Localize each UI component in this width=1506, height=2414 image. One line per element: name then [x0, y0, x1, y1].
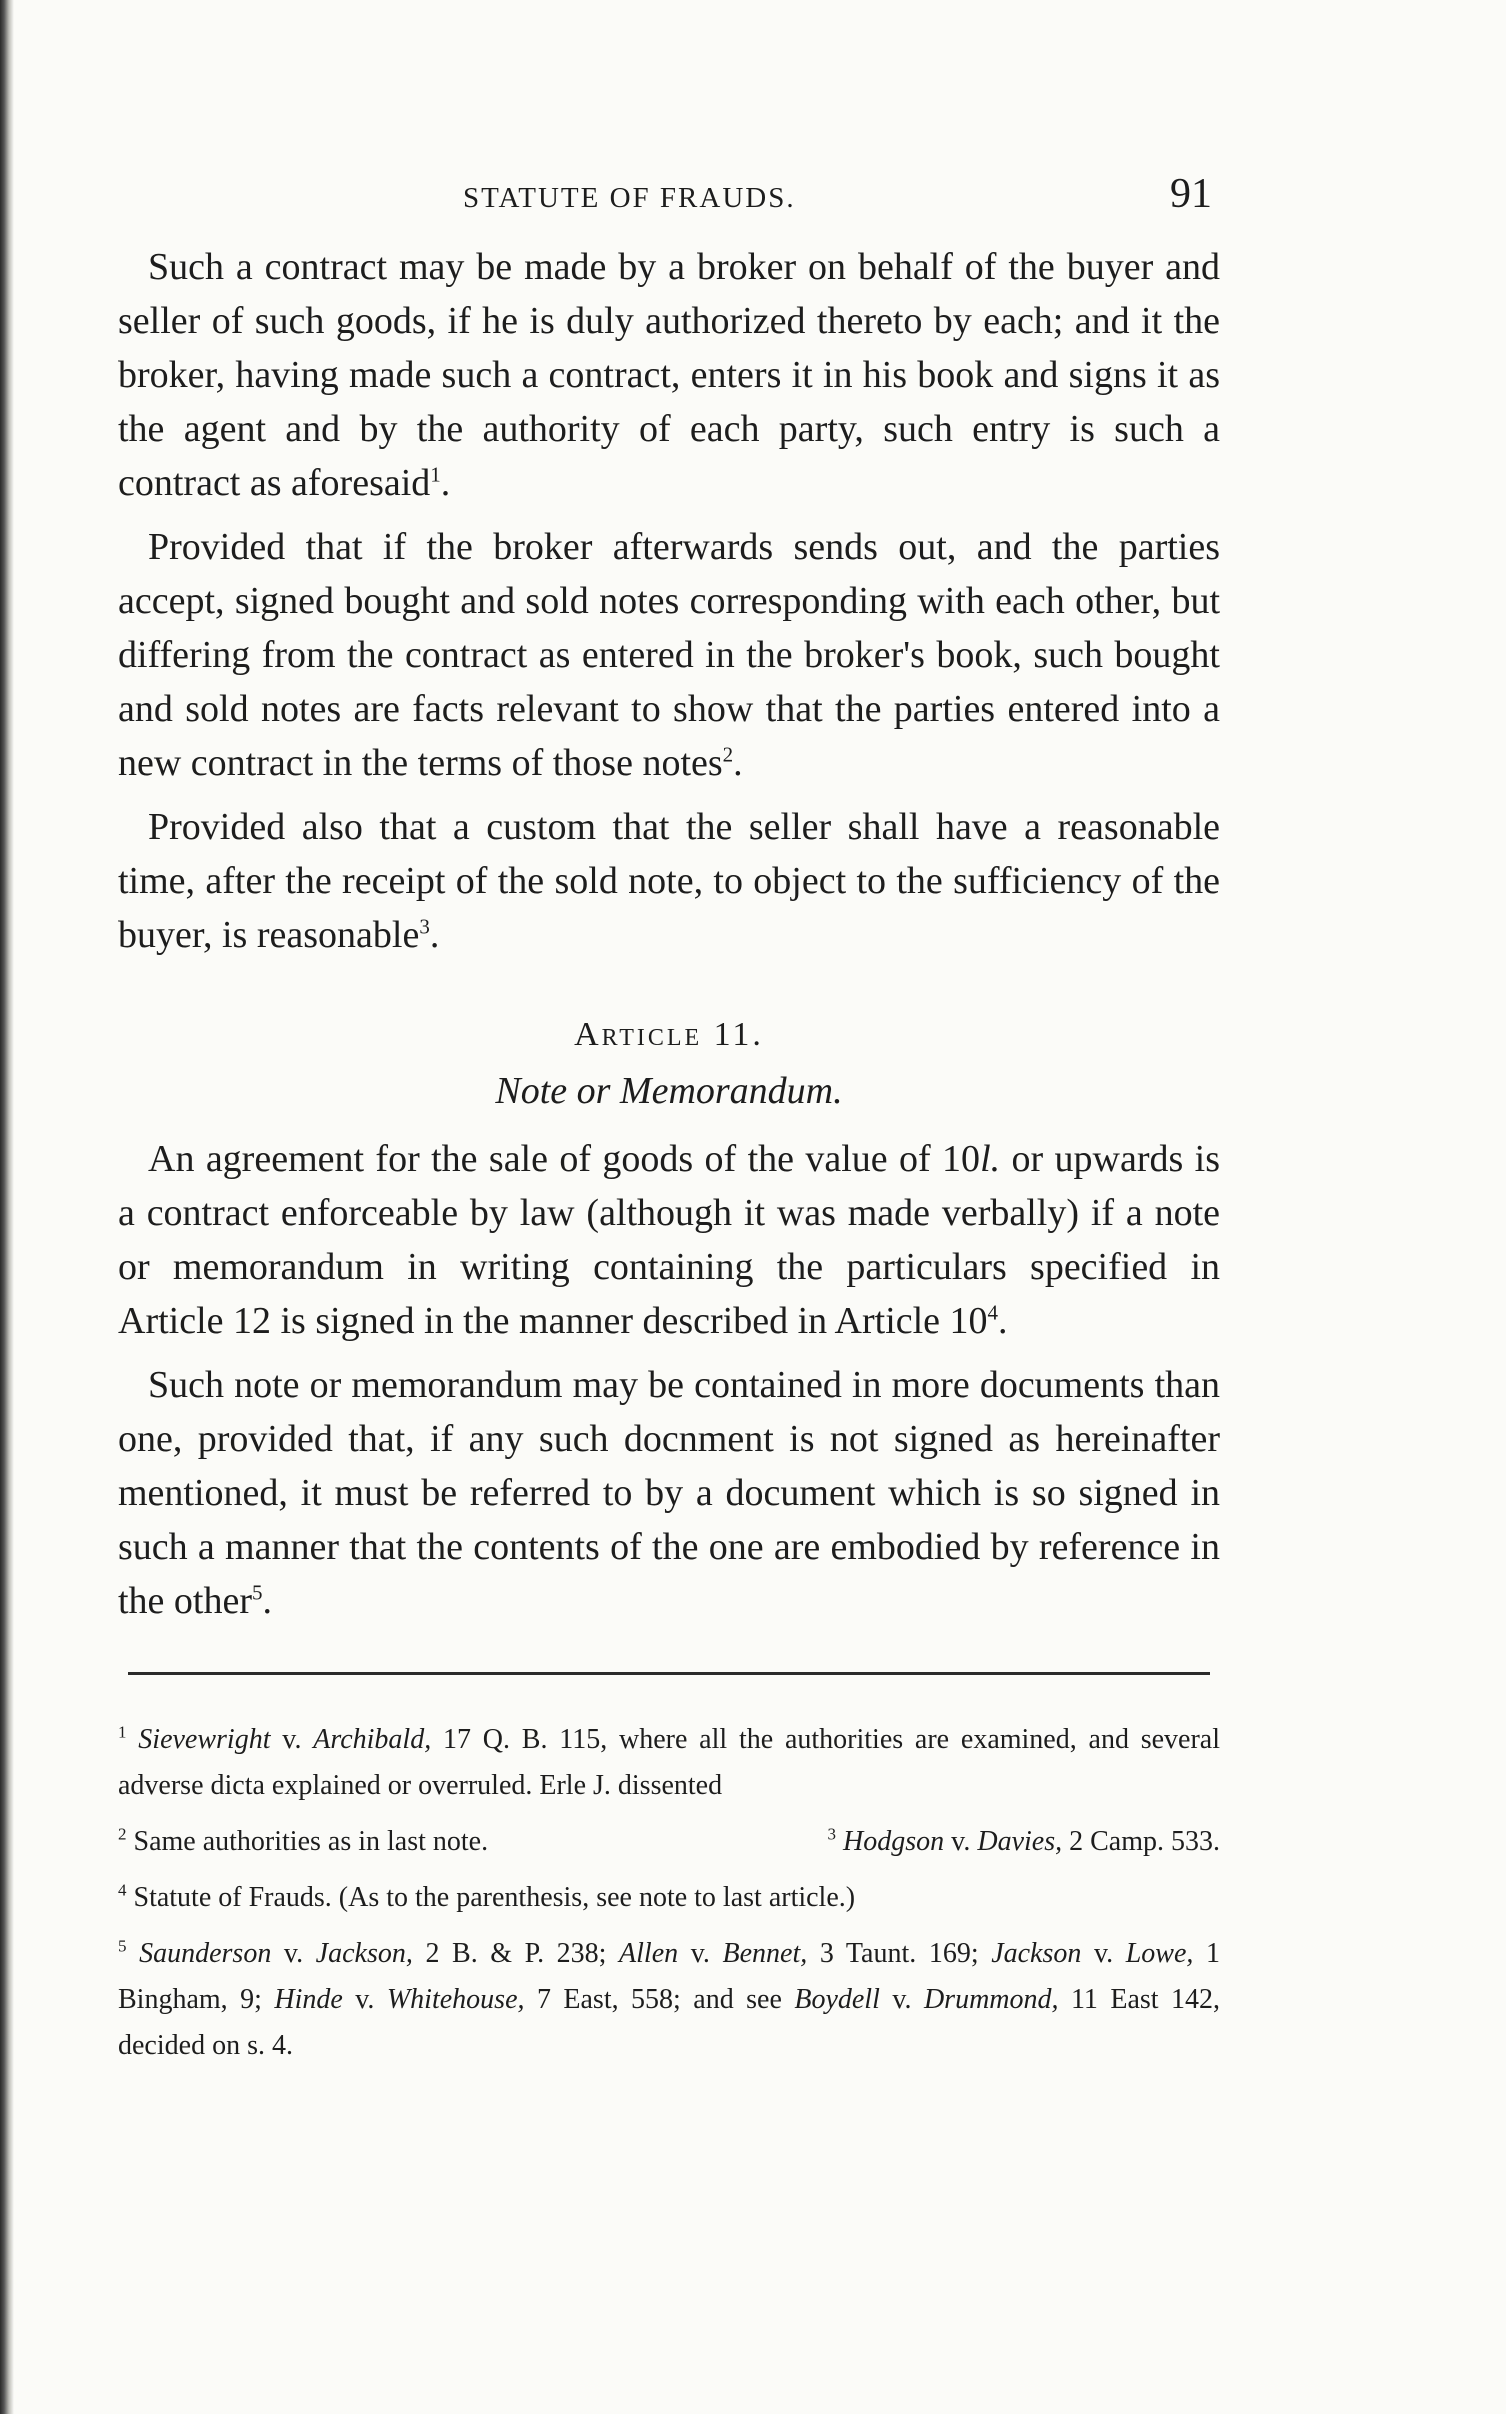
footnote-ref-2[interactable]: 2: [722, 742, 734, 767]
paragraph-proviso-custom: Provided also that a custom that the seller shall have a reasonable time, after the receipt of the sold note, to object to the sufficiency of the buyer, is reasonable$^3$.: [118, 806, 1220, 956]
footnote-ref-3[interactable]: 3: [419, 914, 430, 939]
running-title: STATUTE OF FRAUDS.: [463, 182, 796, 214]
footnote-divider: [128, 1672, 1210, 1675]
article-subheading: Note or Memorandum.: [495, 1070, 843, 1112]
body-text: [118, 240, 1220, 1628]
footnotes: [118, 1717, 1220, 2069]
footnote-5: $^5$ Saunderson v. Jackson, 2 B. & P. 238; Allen v. Bennet, 3 Taunt. 169; Jackson v. Lowe, 1 Bingham, 9; Hinde v. Whitehouse, 7 East, 558; and see Boydell v. Drummond, 11 East 142, decided on s. 4.: [118, 1936, 1221, 2061]
book-page: [118, 160, 1220, 2079]
footnote-ref-1[interactable]: 1: [430, 462, 441, 487]
footnote-4: $^4$ Statute of Frauds. (As to the parenthesis, see note to last article.): [118, 1880, 856, 1913]
article-heading: Article 11.: [574, 1016, 764, 1053]
footnote-row-2-3: [118, 1819, 1220, 1865]
footnote-ref-5[interactable]: 5: [252, 1580, 263, 1605]
paragraph-proviso-bought-sold-notes: Provided that if the broker afterwards sends out, and the parties accept, signed bought and sold notes corresponding with each other, but differing from the contract as entered in the broker's book, such bought and sold notes are facts relevant to show that the parties entered into a new contract in the terms of those notes$^2$.: [118, 526, 1220, 784]
footnote-ref-4[interactable]: 4: [987, 1300, 999, 1325]
footnote-2: $^2$ Same authorities as in last note.: [118, 1824, 489, 1857]
paragraph-broker-contract: Such a contract may be made by a broker on behalf of the buyer and seller of such goods, if he is duly authorized thereto by each; and it the broker, having made such a contract, enters it in his book and signs it as the agent and by the authority of each party, such entry is such a contract as aforesaid$^1$.: [118, 246, 1220, 504]
paragraph-agreement-sale: An agreement for the sale of goods of the value of 10l. or upwards is a contract enforceable by law (although it was made verbally) if a note or memorandum in writing containing the particulars specified in Article 12 is signed in the manner described in Article $10^4$.: [118, 1138, 1220, 1342]
paragraph-note-memorandum: Such note or memorandum may be contained in more documents than one, provided that, if any such docnment is not signed as hereinafter mentioned, it must be referred to by a document which is so signed in such a manner that the contents of the one are embodied by reference in the other$^5$.: [118, 1364, 1220, 1622]
running-head: [118, 160, 1220, 220]
footnote-1: $^1$ Sievewright v. Archibald, 17 Q. B. 115, where all the authorities are examined, and several adverse dicta explained or overruled. Erle J. dissented: [118, 1722, 1221, 1801]
footnote-3: $^3$ Hodgson v. Davies, 2 Camp. 533.: [827, 1824, 1220, 1857]
page-number: 91: [1170, 171, 1212, 217]
page-binding-edge: [0, 0, 14, 2414]
